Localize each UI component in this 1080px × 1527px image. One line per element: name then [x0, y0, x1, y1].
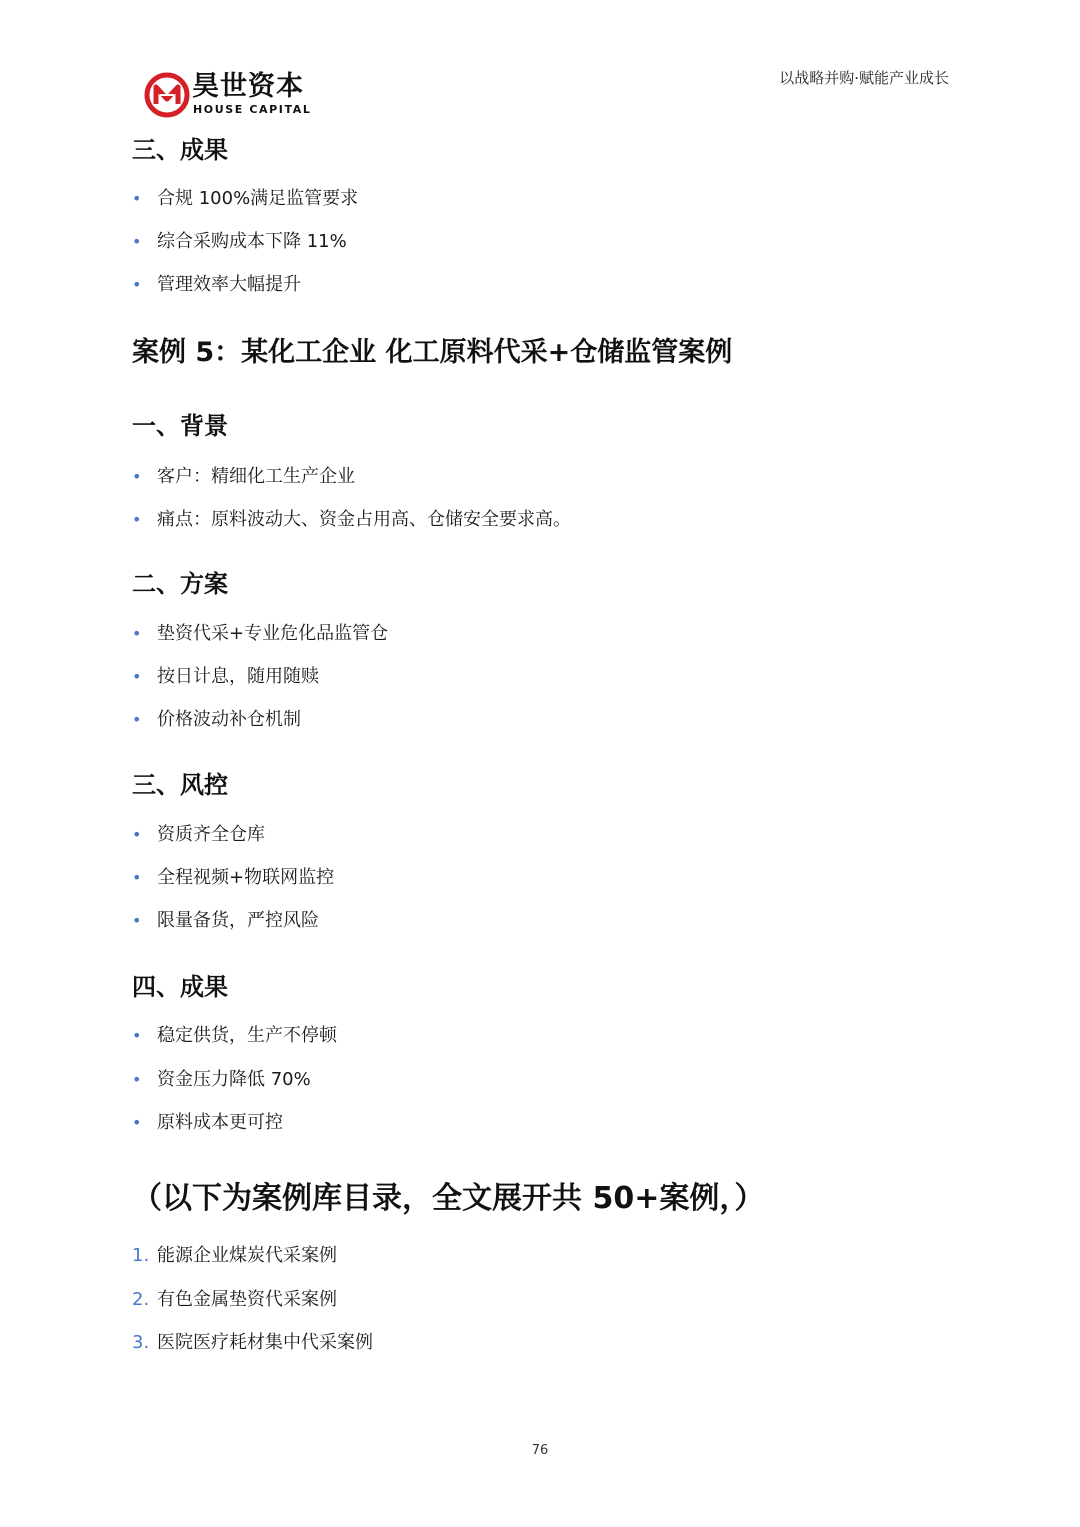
list-item-text: 价格波动补仓机制: [157, 709, 301, 730]
list-number: 1.: [132, 1245, 150, 1266]
list-number: 3.: [132, 1332, 150, 1353]
bullet-icon: •: [132, 232, 142, 251]
list-item-text: 有色金属垫资代采案例: [157, 1289, 337, 1310]
bullet-icon: •: [132, 467, 142, 486]
list-item-text: 客户：精细化工生产企业: [157, 466, 355, 487]
list-item-text: 合规 100%满足监管要求: [157, 188, 359, 209]
house-capital-emblem-icon: [144, 72, 190, 118]
list-item-text: 稳定供货，生产不停顿: [157, 1025, 337, 1046]
page-header: [0, 0, 1080, 130]
catalog-heading: （以下为案例库目录，全文展开共 50+案例，）: [132, 1181, 765, 1216]
section-heading-solution: 二、方案: [132, 570, 228, 598]
list-item-text: 资金压力降低 70%: [157, 1069, 311, 1090]
bullet-icon: •: [132, 911, 142, 930]
list-item-text: 按日计息，随用随赎: [157, 666, 319, 687]
bullet-icon: •: [132, 189, 142, 208]
list-number: 2.: [132, 1289, 150, 1310]
bullet-icon: •: [132, 868, 142, 887]
section-heading-results: 四、成果: [132, 973, 228, 1001]
list-item-text: 限量备货，严控风险: [157, 910, 319, 931]
bullet-icon: •: [132, 275, 142, 294]
bullet-icon: •: [132, 1026, 142, 1045]
page-number: 76: [531, 1443, 549, 1458]
section-heading-background: 一、背景: [132, 412, 228, 440]
header-slogan: 以战略并购·赋能产业成长: [779, 69, 949, 87]
case-title: 案例 5：某化工企业 化工原料代采+仓储监管案例: [132, 337, 733, 368]
company-logo: [144, 72, 314, 118]
bullet-icon: •: [132, 667, 142, 686]
list-item-text: 痛点：原料波动大、资金占用高、仓储安全要求高。: [157, 509, 571, 530]
list-item-text: 能源企业煤炭代采案例: [157, 1245, 337, 1266]
list-item-text: 原料成本更可控: [157, 1112, 283, 1133]
list-item-text: 资质齐全仓库: [157, 824, 265, 845]
bullet-icon: •: [132, 710, 142, 729]
list-item-text: 医院医疗耗材集中代采案例: [157, 1332, 373, 1353]
bullet-icon: •: [132, 1113, 142, 1132]
list-item-text: 综合采购成本下降 11%: [157, 231, 347, 252]
bullet-icon: •: [132, 825, 142, 844]
bullet-icon: •: [132, 624, 142, 643]
section-heading-risk: 三、风控: [132, 771, 228, 799]
list-item-text: 管理效率大幅提升: [157, 274, 301, 295]
list-item-text: 垫资代采+专业危化品监管仓: [157, 623, 389, 644]
list-item-text: 全程视频+物联网监控: [157, 867, 335, 888]
logo-english-name: HOUSE CAPITAL: [193, 103, 312, 116]
bullet-icon: •: [132, 510, 142, 529]
section-heading-prev-results: 三、成果: [132, 136, 228, 164]
bullet-icon: •: [132, 1070, 142, 1089]
logo-chinese-name: 昊世资本: [192, 71, 304, 102]
